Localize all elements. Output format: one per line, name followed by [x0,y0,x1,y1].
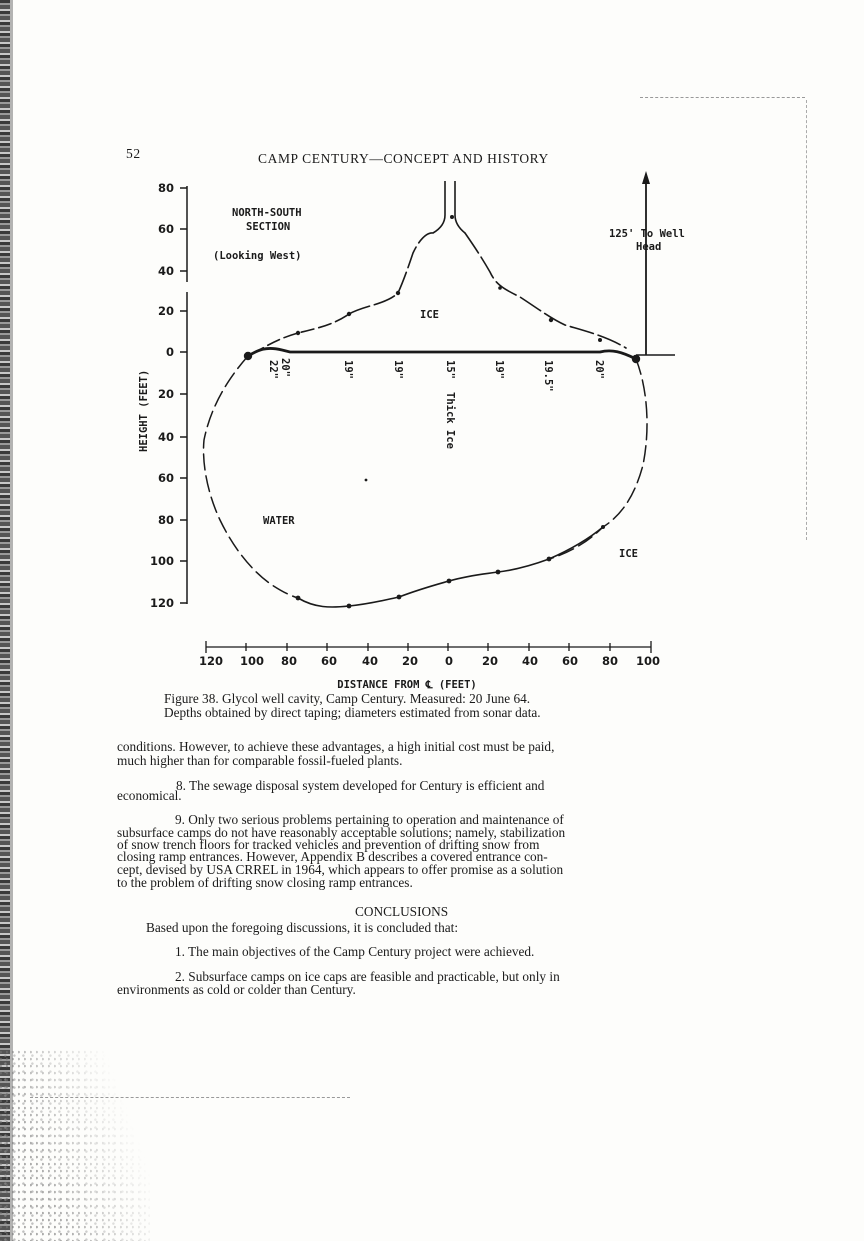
paragraph-line: 9. Only two serious problems pertaining to operation and maintenance of [175,812,564,827]
upper-cavity-profile [252,233,626,354]
y-tick-label: 20 [157,387,174,401]
paragraph-line: conditions. However, to achieve these advantages, a high initial cost must be paid, [117,739,555,754]
ice-thickness-label: 19" [493,360,505,379]
ice-thickness-label: 19.5" [542,360,554,392]
x-tick-label: 40 [521,654,539,668]
y-tick-label: 40 [157,264,174,278]
y-tick-label: 40 [157,430,174,444]
cavity-bottom-profile [298,527,603,607]
y-tick-label: 60 [157,471,174,485]
thick-ice-label: Thick Ice [444,392,456,449]
conclusions-intro: Based upon the foregoing discussions, it is concluded that: [146,920,459,935]
figure-caption-line2: Depths obtained by direct taping; diameters estimated from sonar data. [164,705,541,720]
paragraph-line: subsurface camps do not have reasonably acceptable solutions; namely, stabilization [117,825,566,840]
ice-thickness-label: 19" [392,360,404,379]
ice-label-right: ICE [619,548,638,560]
section-title-line1: NORTH-SOUTH [232,207,302,219]
x-tick-label: 120 [198,654,224,668]
conclusion-item-2-line1: 2. Subsurface camps on ice caps are feasible and practicable, but only in [175,969,560,984]
ice-thickness-label: 20" [279,358,291,377]
well-head-arrow [636,171,675,355]
paragraph-line: 8. The sewage disposal system developed for Century is efficient and [176,778,545,793]
cavity-outline [204,356,648,598]
running-title: CAMP CENTURY—CONCEPT AND HISTORY [258,151,549,166]
x-tick-label: 100 [635,654,661,668]
paragraph-line: much higher than for comparable fossil-fueled plants. [117,753,403,768]
x-tick-label: 20 [401,654,419,668]
y-tick-label: 80 [157,513,174,527]
scan-bottom-rule [30,1097,350,1098]
paragraph-line: closing ramp entrances. However, Appendix B describes a covered entrance con- [117,849,548,864]
well-casing [433,181,465,233]
horizontal-axis [206,641,651,653]
ice-thickness-label: 19" [342,360,354,379]
y-tick-label: 0 [165,345,174,359]
vertical-axis [180,186,187,604]
conclusion-item-2-line2: environments as cold or colder than Century. [117,982,356,997]
paragraph-line: to the problem of drifting snow closing ramp entrances. [117,875,413,890]
well-head-label-line2: Head [636,241,662,253]
x-tick-label: 80 [280,654,298,668]
view-note: (Looking West) [213,250,302,262]
y-tick-label: 100 [149,554,174,568]
x-tick-label: 60 [561,654,579,668]
well-head-label-line1: 125' To Well [609,228,685,240]
x-tick-label: 100 [239,654,265,668]
x-tick-label: 40 [361,654,379,668]
measurement-points [244,215,640,608]
scan-noise [0,1050,150,1241]
x-tick-label: 60 [320,654,338,668]
y-tick-label: 60 [157,222,174,236]
x-tick-label: 20 [481,654,499,668]
ice-thickness-label: 20" [593,360,605,379]
y-axis-title: HEIGHT (FEET) [138,369,150,452]
x-axis-title: DISTANCE FROM ℄ (FEET) [337,679,477,691]
ice-thickness-label: 22" [267,360,279,379]
conclusions-heading: CONCLUSIONS [355,904,449,919]
x-tick-label: 80 [601,654,619,668]
figure-caption-line1: Figure 38. Glycol well cavity, Camp Century. Measured: 20 June 64. [164,691,531,706]
ice-thickness-label: 15" [444,360,456,379]
y-tick-label: 120 [149,596,174,610]
conclusion-item-1: 1. The main objectives of the Camp Century project were achieved. [175,944,535,959]
water-surface-line [248,348,636,359]
x-tick-label: 0 [444,654,454,668]
water-label: WATER [263,515,295,527]
page-number: 52 [126,146,141,161]
y-tick-label: 80 [157,181,174,195]
ice-label-top: ICE [420,309,439,321]
paragraph-line: economical. [117,788,182,803]
paragraph-line: of snow trench floors for tracked vehicles and prevention of drifting snow from [117,837,540,852]
section-title-line2: SECTION [246,221,291,233]
y-tick-label: 20 [157,304,174,318]
paragraph-line: cept, devised by USA CRREL in 1964, which appears to offer promise as a solution [117,862,564,877]
